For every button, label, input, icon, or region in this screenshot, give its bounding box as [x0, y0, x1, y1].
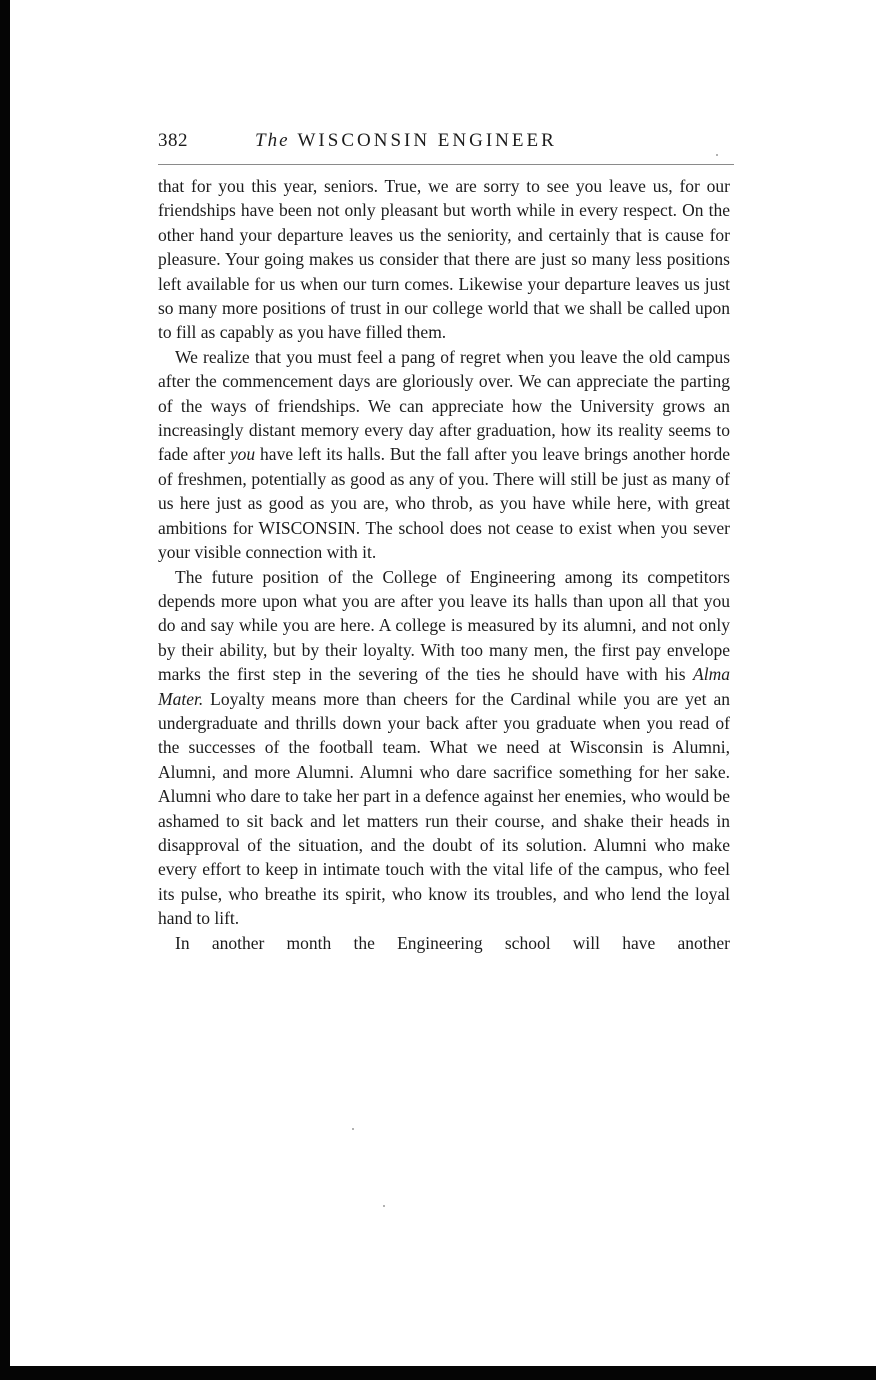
paragraph-1 [158, 174, 730, 345]
paragraph-3-emphasis: Alma Mater. [158, 664, 730, 709]
paragraph-2 [158, 345, 730, 565]
running-header [158, 130, 734, 160]
page-number: 382 [158, 130, 188, 151]
paragraph-1-text: that for you this year, seniors. True, we are sorry to see you leave us, for our friendships have been not only pleasant but worth while in every respect. On the other hand your departure leaves us the seniority, and certainly that is cause for pleasure. Your going makes us consider that there are just so many less positions left available for us when our turn comes. Likewise your departure leaves us just so many more positions of trust in our college world that we shall be called upon to fill as capably as you have filled them. [158, 176, 730, 343]
paragraph-4 [158, 931, 730, 955]
paragraph-3 [158, 565, 730, 931]
header-rule [158, 164, 734, 165]
scan-bottom-border [0, 1366, 876, 1380]
article-body [158, 174, 730, 955]
scan-speck [716, 154, 718, 156]
scan-speck [383, 1205, 385, 1207]
paragraph-3-text-a: The future position of the College of Engineering among its competitors depends more upon what you are after you leave its halls than upon all that you do and say while you are here. A college is measured by its alumni, and not only by their ability, but by their loyalty. With too many men, the first pay envelope marks the first step in the severing of the ties he should have with his [158, 566, 730, 685]
journal-title-main: WISCONSIN ENGINEER [297, 130, 557, 151]
paragraph-2-text-a: We realize that you must feel a pang of regret when you leave the old campus after the commencement days are gloriously over. We can appreciate the parting of the ways of friendships. We can appreciate how the University grows an increasingly distant memory every day after graduation, how its reality seems to fade after [158, 346, 730, 465]
journal-title [255, 130, 557, 152]
scan-left-border [0, 0, 10, 1380]
paragraph-2-emphasis: you [229, 444, 256, 465]
journal-title-prefix: The [255, 130, 290, 151]
paragraph-2-text-b: have left its halls. But the fall after you leave brings another horde of freshmen, potentially as good as any of you. There will still be just as many of us here just as good as you are, who throb, as you have while here, with great ambitions for WISCONSIN. The school does not cease to exist when you sever your visible connection with it. [158, 444, 730, 563]
paragraph-4-text: In another month the Engineering school will have another [175, 932, 730, 953]
scan-speck [352, 1128, 354, 1130]
paragraph-3-text-b: Loyalty means more than cheers for the Cardinal while you are yet an undergraduate and thrills down your back after you graduate when you read of the successes of the football team. What we need at Wisconsin is Alumni, Alumni, and more Alumni. Alumni who dare sacrifice something for her sake. Alumni who dare to take her part in a defence against her enemies, who would be ashamed to sit back and let matters run their course, and shake their heads in disapproval of the situation, and the doubt of its solution. Alumni who make every effort to keep in intimate touch with the vital life of the campus, who feel its pulse, who breathe its spirit, who know its troubles, and who lend the loyal hand to lift. [158, 688, 730, 929]
